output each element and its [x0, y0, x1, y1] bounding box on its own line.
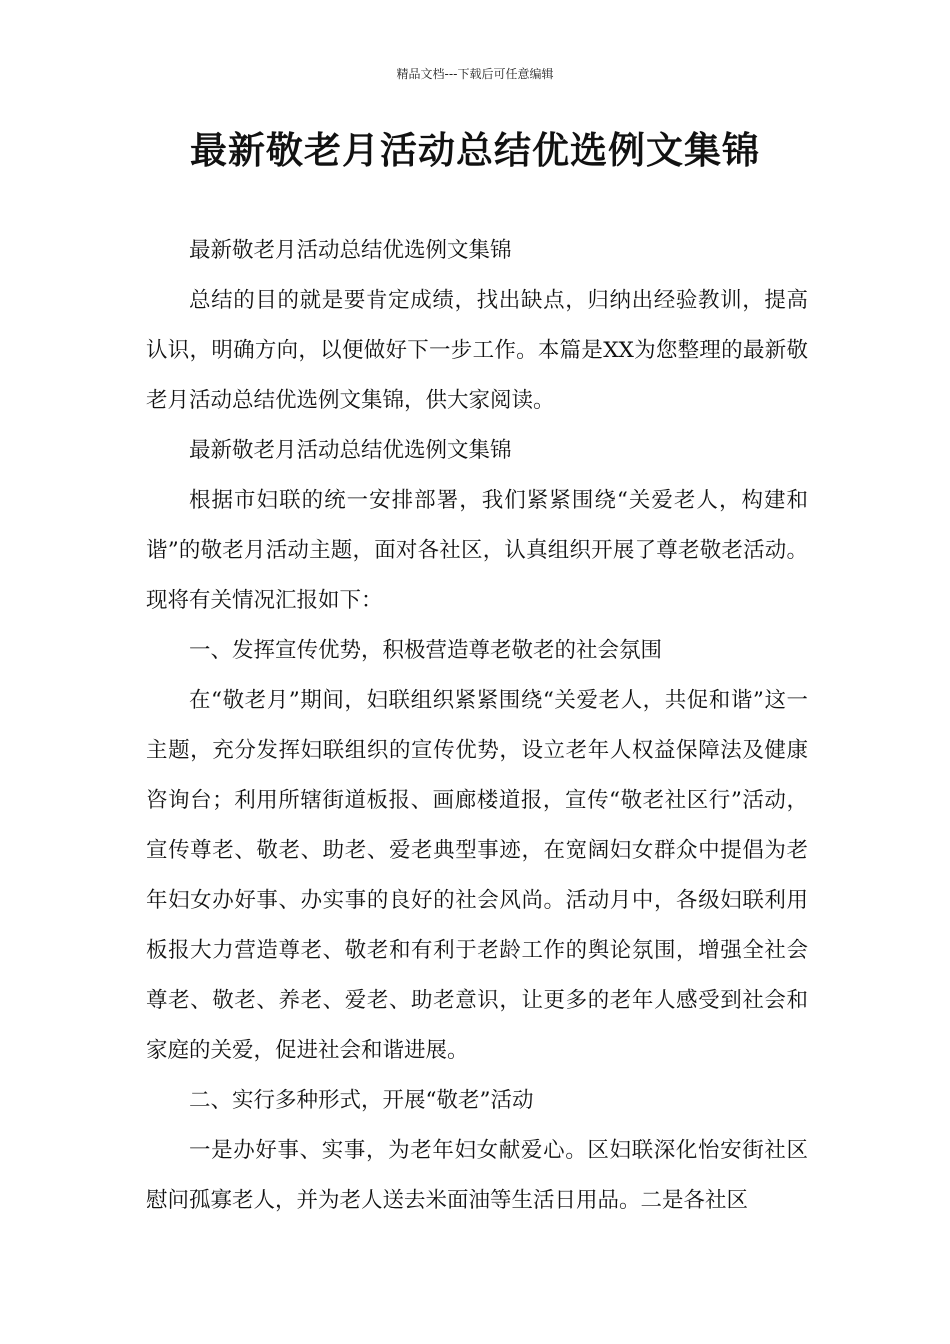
section-heading-2: 二、实行多种形式，开展“敬老”活动 — [189, 1088, 534, 1113]
paragraph-subtitle: 最新敬老月活动总结优选例文集锦 — [189, 238, 512, 263]
paragraph-section-2: 一是办好事、实事，为老年妇女献爱心。区妇联深化怡安街社区慰问孤寡老人，并为老人送去米面油等生活日用品。二是各社区 — [146, 1138, 808, 1213]
header-note: 精品文档---下载后可任意编辑 — [396, 67, 554, 81]
document-title: 最新敬老月活动总结优选例文集锦 — [190, 129, 760, 172]
document-body — [146, 226, 808, 1226]
paragraph-subtitle-repeat: 最新敬老月活动总结优选例文集锦 — [189, 438, 512, 463]
paragraph-background: 根据市妇联的统一安排部署，我们紧紧围绕“关爱老人，构建和谐”的敬老月活动主题，面对各社区，认真组织开展了尊老敬老活动。现将有关情况汇报如下： — [146, 488, 808, 613]
section-heading-1: 一、发挥宣传优势，积极营造尊老敬老的社会氛围 — [189, 638, 663, 663]
paragraph-intro: 总结的目的就是要肯定成绩，找出缺点，归纳出经验教训，提高认识，明确方向，以便做好下一步工作。本篇是XX为您整理的最新敬老月活动总结优选例文集锦，供大家阅读。 — [146, 288, 808, 413]
paragraph-section-1: 在“敬老月”期间，妇联组织紧紧围绕“关爱老人，共促和谐”这一主题，充分发挥妇联组织的宣传优势，设立老年人权益保障法及健康咨询台；利用所辖街道板报、画廊楼道报，宣传“敬老社区行”活动，宣传尊老、敬老、助老、爱老典型事迹，在宽阔妇女群众中提倡为老年妇女办好事、办实事的良好的社会风尚。活动月中，各级妇联利用板报大力营造尊老、敬老和有利于老龄工作的舆论氛围，增强全社会尊老、敬老、养老、爱老、助老意识，让更多的老年人感受到社会和家庭的关爱，促进社会和谐进展。 — [146, 688, 808, 1063]
